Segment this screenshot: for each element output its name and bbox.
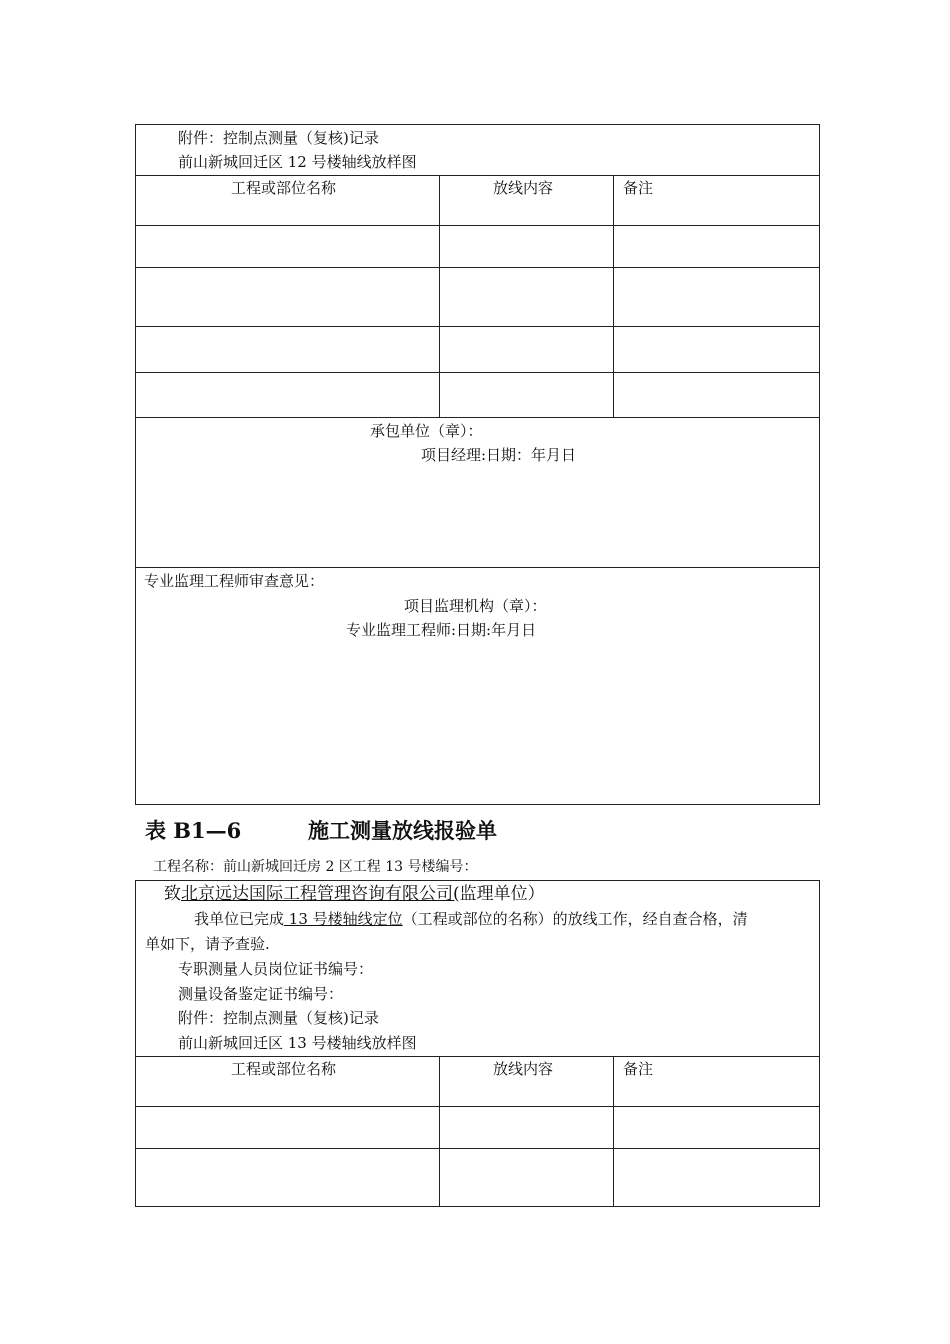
table-number: 表 B1—6 <box>145 818 242 843</box>
col-header-content: 放线内容 <box>493 179 554 197</box>
col-header-note: 备注 <box>623 179 654 197</box>
project-name-line: 工程名称：前山新城回迁房 2 区工程 13 号楼编号： <box>153 859 478 875</box>
form-title <box>145 815 497 845</box>
table-row <box>136 225 820 226</box>
addressee-line: 致北京远达国际工程管理咨询有限公司(监理单位） <box>164 884 545 904</box>
table-row <box>136 326 820 327</box>
table-row <box>136 372 820 373</box>
table-row <box>136 267 820 268</box>
form2-table <box>135 880 820 1207</box>
table-row <box>136 1148 820 1149</box>
supervisor-opinion-label: 专业监理工程师审查意见： <box>144 572 325 590</box>
attachment-drawing: 前山新城回迁区 13 号楼轴线放样图 <box>178 1034 417 1052</box>
work-item: 13 号楼轴线定位 <box>284 910 403 928</box>
attachment-drawing: 前山新城回迁区 12 号楼轴线放样图 <box>178 153 417 171</box>
table-row <box>136 1106 820 1107</box>
engineer-line: 专业监理工程师:日期:年月日 <box>346 621 537 639</box>
col-header-name: 工程或部位名称 <box>231 1060 337 1078</box>
attachment-label: 附件：控制点测量（复核)记录 <box>178 129 379 147</box>
body-line-1: 我单位已完成 13 号楼轴线定位（工程或部位的名称）的放线工作，经自查合格，清 <box>194 910 748 928</box>
form1-table <box>135 124 820 805</box>
body-line-2: 单如下，请予查验. <box>145 935 270 953</box>
contractor-label: 承包单位（章）： <box>370 422 483 440</box>
supervision-company: 北京远达国际工程管理咨询有限公司( <box>181 884 460 904</box>
page-title: 施工测量放线报验单 <box>308 818 497 843</box>
attachment-label: 附件：控制点测量（复核)记录 <box>178 1009 379 1027</box>
col-header-name: 工程或部位名称 <box>231 179 337 197</box>
supervision-org-label: 项目监理机构（章）： <box>404 597 547 615</box>
project-manager-line: 项目经理:日期：年月日 <box>421 446 577 464</box>
col-header-content: 放线内容 <box>493 1060 554 1078</box>
device-cert-label: 测量设备鉴定证书编号： <box>178 985 344 1003</box>
col-header-note: 备注 <box>623 1060 654 1078</box>
staff-cert-label: 专职测量人员岗位证书编号： <box>178 960 374 978</box>
